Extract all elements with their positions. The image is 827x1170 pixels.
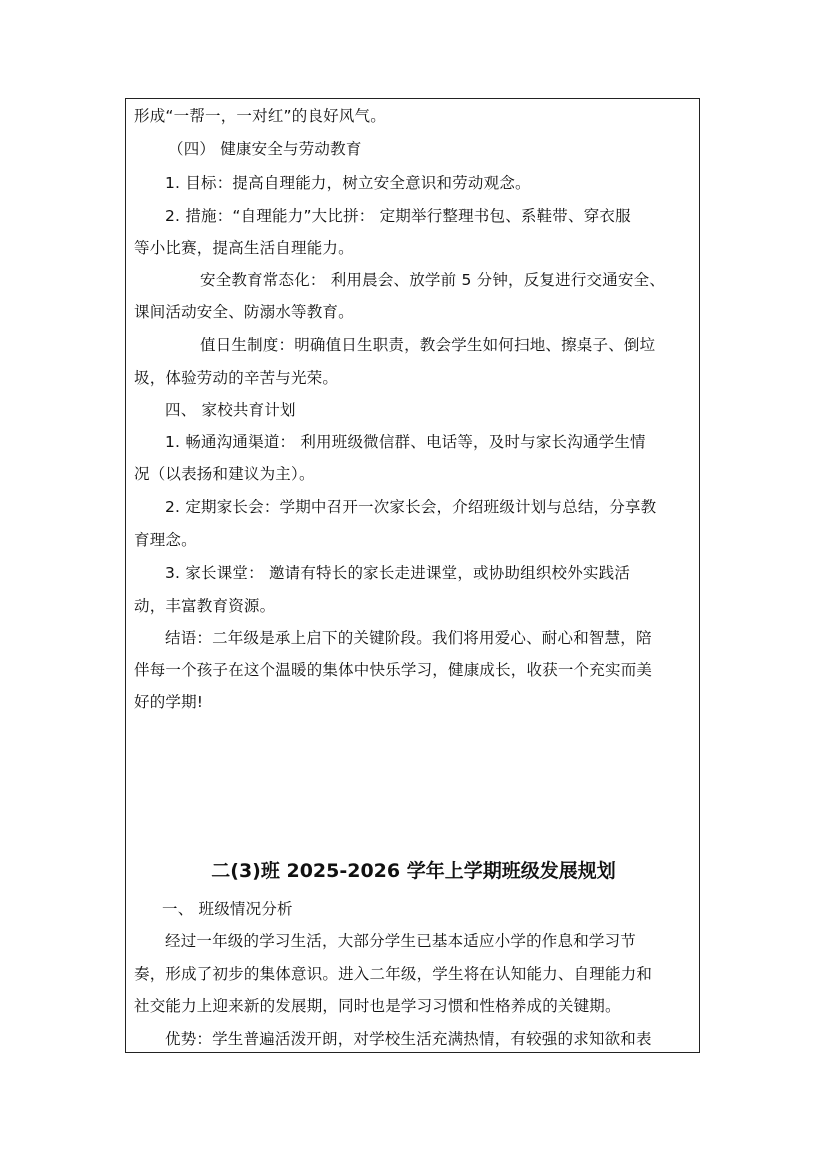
paragraph-line: 值日生制度：明确值日生职责，教会学生如何扫地、擦桌子、倒垃: [200, 336, 656, 354]
section-heading: 四、 家校共育计划: [165, 401, 296, 419]
section-heading: 一、 班级情况分析: [162, 900, 293, 918]
page-title: 二(3)班 2025-2026 学年上学期班级发展规划: [211, 860, 616, 882]
paragraph-line: 奏，形成了初步的集体意识。进入二年级，学生将在认知能力、自理能力和: [134, 965, 653, 983]
paragraph-line: 结语：二年级是承上启下的关键阶段。我们将用爱心、耐心和智慧，陪: [165, 629, 652, 647]
paragraph-line: 伴每一个孩子在这个温暖的集体中快乐学习，健康成长，收获一个充实而美: [134, 661, 653, 679]
paragraph-line: 优势：学生普遍活泼开朗，对学校生活充满热情，有较强的求知欲和表: [165, 1030, 652, 1048]
paragraph-line: 等小比赛，提高生活自理能力。: [134, 239, 354, 257]
paragraph-line: 2. 措施：“自理能力”大比拼： 定期举行整理书包、系鞋带、穿衣服: [165, 207, 631, 225]
paragraph-line: 2. 定期家长会：学期中召开一次家长会，介绍班级计划与总结，分享教: [165, 498, 657, 516]
paragraph-line: 况（以表扬和建议为主）。: [134, 465, 315, 483]
paragraph-line: 好的学期!: [134, 693, 204, 711]
paragraph-line: 1. 目标：提高自理能力，树立安全意识和劳动观念。: [165, 174, 531, 192]
paragraph-line: 1. 畅通沟通渠道： 利用班级微信群、电话等，及时与家长沟通学生情: [165, 433, 646, 451]
paragraph-line: 安全教育常态化： 利用晨会、放学前 5 分钟，反复进行交通安全、: [200, 271, 666, 289]
paragraph-line: 3. 家长课堂： 邀请有特长的家长走进课堂，或协助组织校外实践活: [165, 564, 631, 582]
paragraph-line: 育理念。: [134, 531, 197, 549]
paragraph-line: 圾，体验劳动的辛苦与光荣。: [134, 369, 339, 387]
section-heading: （四） 健康安全与劳动教育: [168, 140, 362, 158]
paragraph-line: 社交能力上迎来新的发展期，同时也是学习习惯和性格养成的关键期。: [134, 997, 621, 1015]
paragraph-line: 形成“一帮一，一对红”的良好风气。: [134, 107, 386, 125]
paragraph-line: 动，丰富教育资源。: [134, 597, 276, 615]
paragraph-line: 经过一年级的学习生活，大部分学生已基本适应小学的作息和学习节: [165, 932, 637, 950]
paragraph-line: 课间活动安全、防溺水等教育。: [134, 303, 354, 321]
